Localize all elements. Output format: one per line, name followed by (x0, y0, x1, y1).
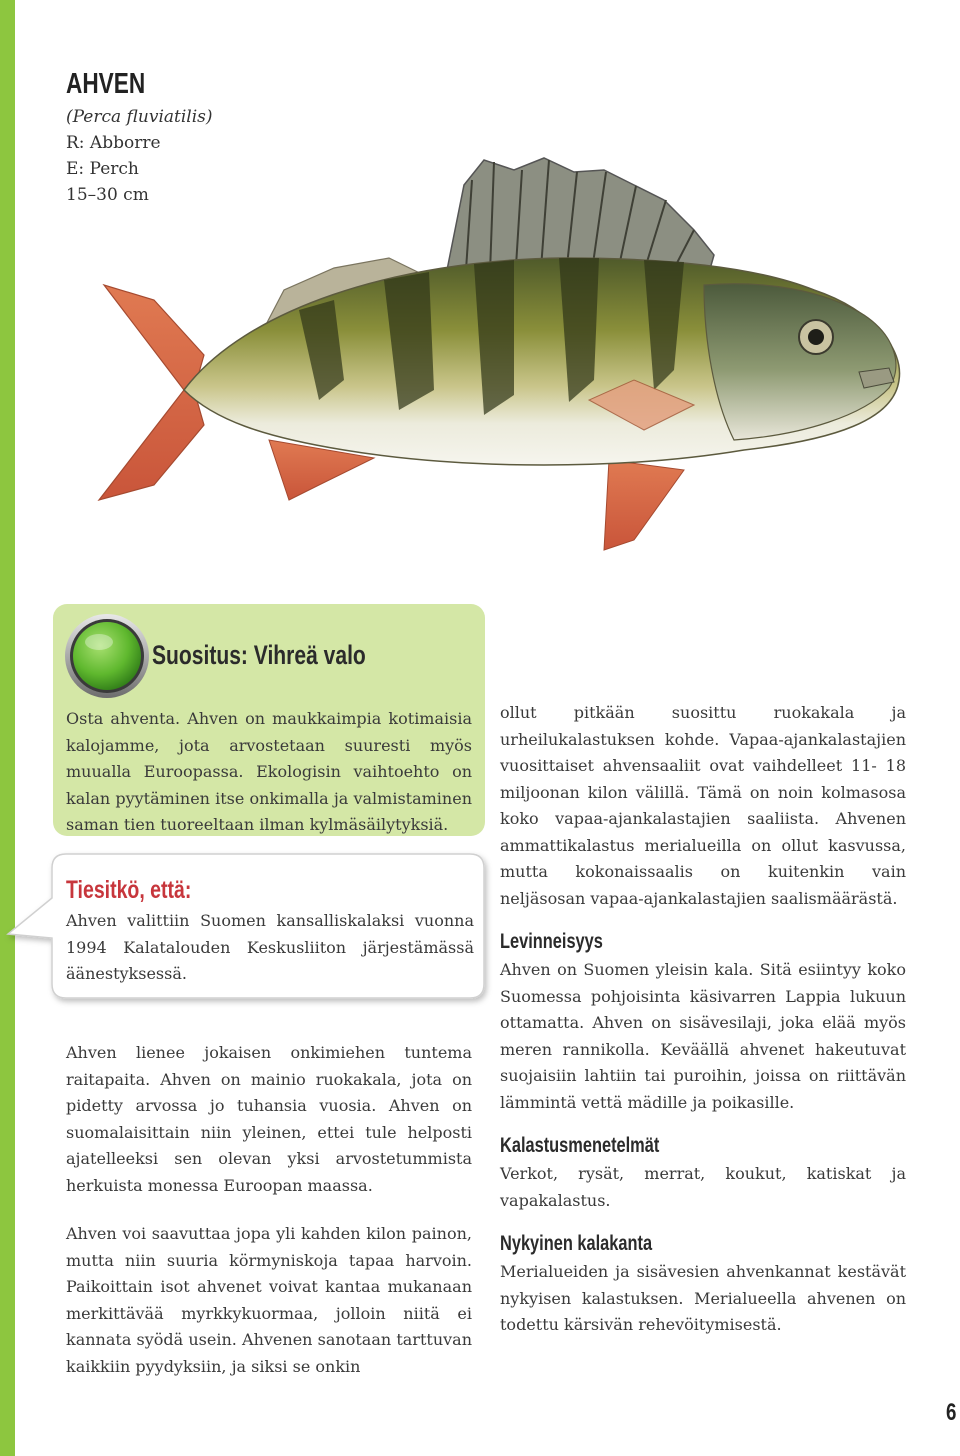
section-heading-methods: Kalastusmenetelmät (500, 1134, 660, 1157)
page-accent-bar (0, 0, 15, 1456)
section-text-distribution: Ahven on Suomen yleisin kala. Sitä esiintyy koko Suomessa pohjoisinta käsivarren Lappia lukuun ottamatta. Ahven on sisävesilaji, joka elää myös meren rannikolla. Keväällä ahvenet hakeutuvat suojaisiin lahtiin tai puroihin, joissa on riittävän lämmintä vettä mädille ja poikasille. (500, 960, 906, 1112)
section-heading-stock: Nykyinen kalakanta (500, 1232, 653, 1255)
body-paragraph-2: Ahven voi saavuttaa jopa yli kahden kilon painon, mutta niin suuria körmyniskoja tapaa harvoin. Paikoittain isot ahvenet voivat kantaa mukanaan merkittävää myrkkykuormaa, jolloin niitä ei kannata syödä usein. Ahvenen sanotaan tarttuvan kaikkiin pyydyksiin, ja siksi se onkin (66, 1224, 472, 1376)
section-text-methods: Verkot, rysät, merrat, koukut, katiskat ja vapakalastus. (500, 1164, 906, 1210)
right-column (500, 700, 906, 1339)
green-light-icon (63, 612, 151, 700)
page-number: 6 (946, 1399, 957, 1426)
perch-illustration (44, 140, 934, 580)
fish-size: 15–30 cm (66, 185, 149, 205)
recommendation-title: Suositus: Vihreä valo (152, 640, 366, 670)
section-heading-distribution: Levinneisyys (500, 930, 603, 953)
fish-title: AHVEN (66, 68, 146, 100)
body-paragraph-1: Ahven lienee jokaisen onkimiehen tuntema raitapaita. Ahven on mainio ruokakala, jota on pidetty arvossa jo tuhansia vuosia. Ahven on suomalaisittain niin yleinen, ettei tule helposti ajatelleeksi sen olevan yksi arvostetummista herkuista monessa Euroopan maassa. (66, 1043, 472, 1195)
section-text-stock: Merialueiden ja sisävesien ahvenkannat kestävät nykyisen kalastuksen. Merialueella ahvenen on todettu kärsivän rehevöitymisestä. (500, 1262, 906, 1334)
swedish-name: R: Abborre (66, 133, 161, 153)
body-paragraph-3: ollut pitkään suosittu ruokakala ja urheilukalastuksen kohde. Vapaa-ajankalastajien vuosittaiset ahvensaaliit ovat vaihdelleet 11- 18 miljoonan kilon välillä. Tämä on noin kolmasosa koko vapaa-ajankalastajien saaliista. Ahvenen ammattikalastus merialueilla on ollut kasvussa, mutta kokonaissaalis on kuitenkin vain neljäsosan vapaa-ajankalastajien saalismäärästä. (500, 703, 906, 908)
did-you-know-text: Ahven valittiin Suomen kansalliskalaksi vuonna 1994 Kalatalouden Keskusliiton järjestämässä äänestyksessä. (66, 911, 474, 983)
pelvic-fin (604, 460, 684, 550)
latin-name: (Perca fluviatilis) (66, 107, 213, 127)
english-name: E: Perch (66, 159, 139, 179)
recommendation-text: Osta ahventa. Ahven on maukkaimpia kotimaisia kalojamme, jota arvostetaan suuresti myös muualla Euroopassa. Ekologisin vaihtoehto on kalan pyytäminen itse onkimalla ja valmistaminen saman tien tuoreeltaan ilman kylmäsäilytyksiä. (66, 709, 472, 834)
did-you-know-title: Tiesitkö, että: (66, 876, 192, 904)
